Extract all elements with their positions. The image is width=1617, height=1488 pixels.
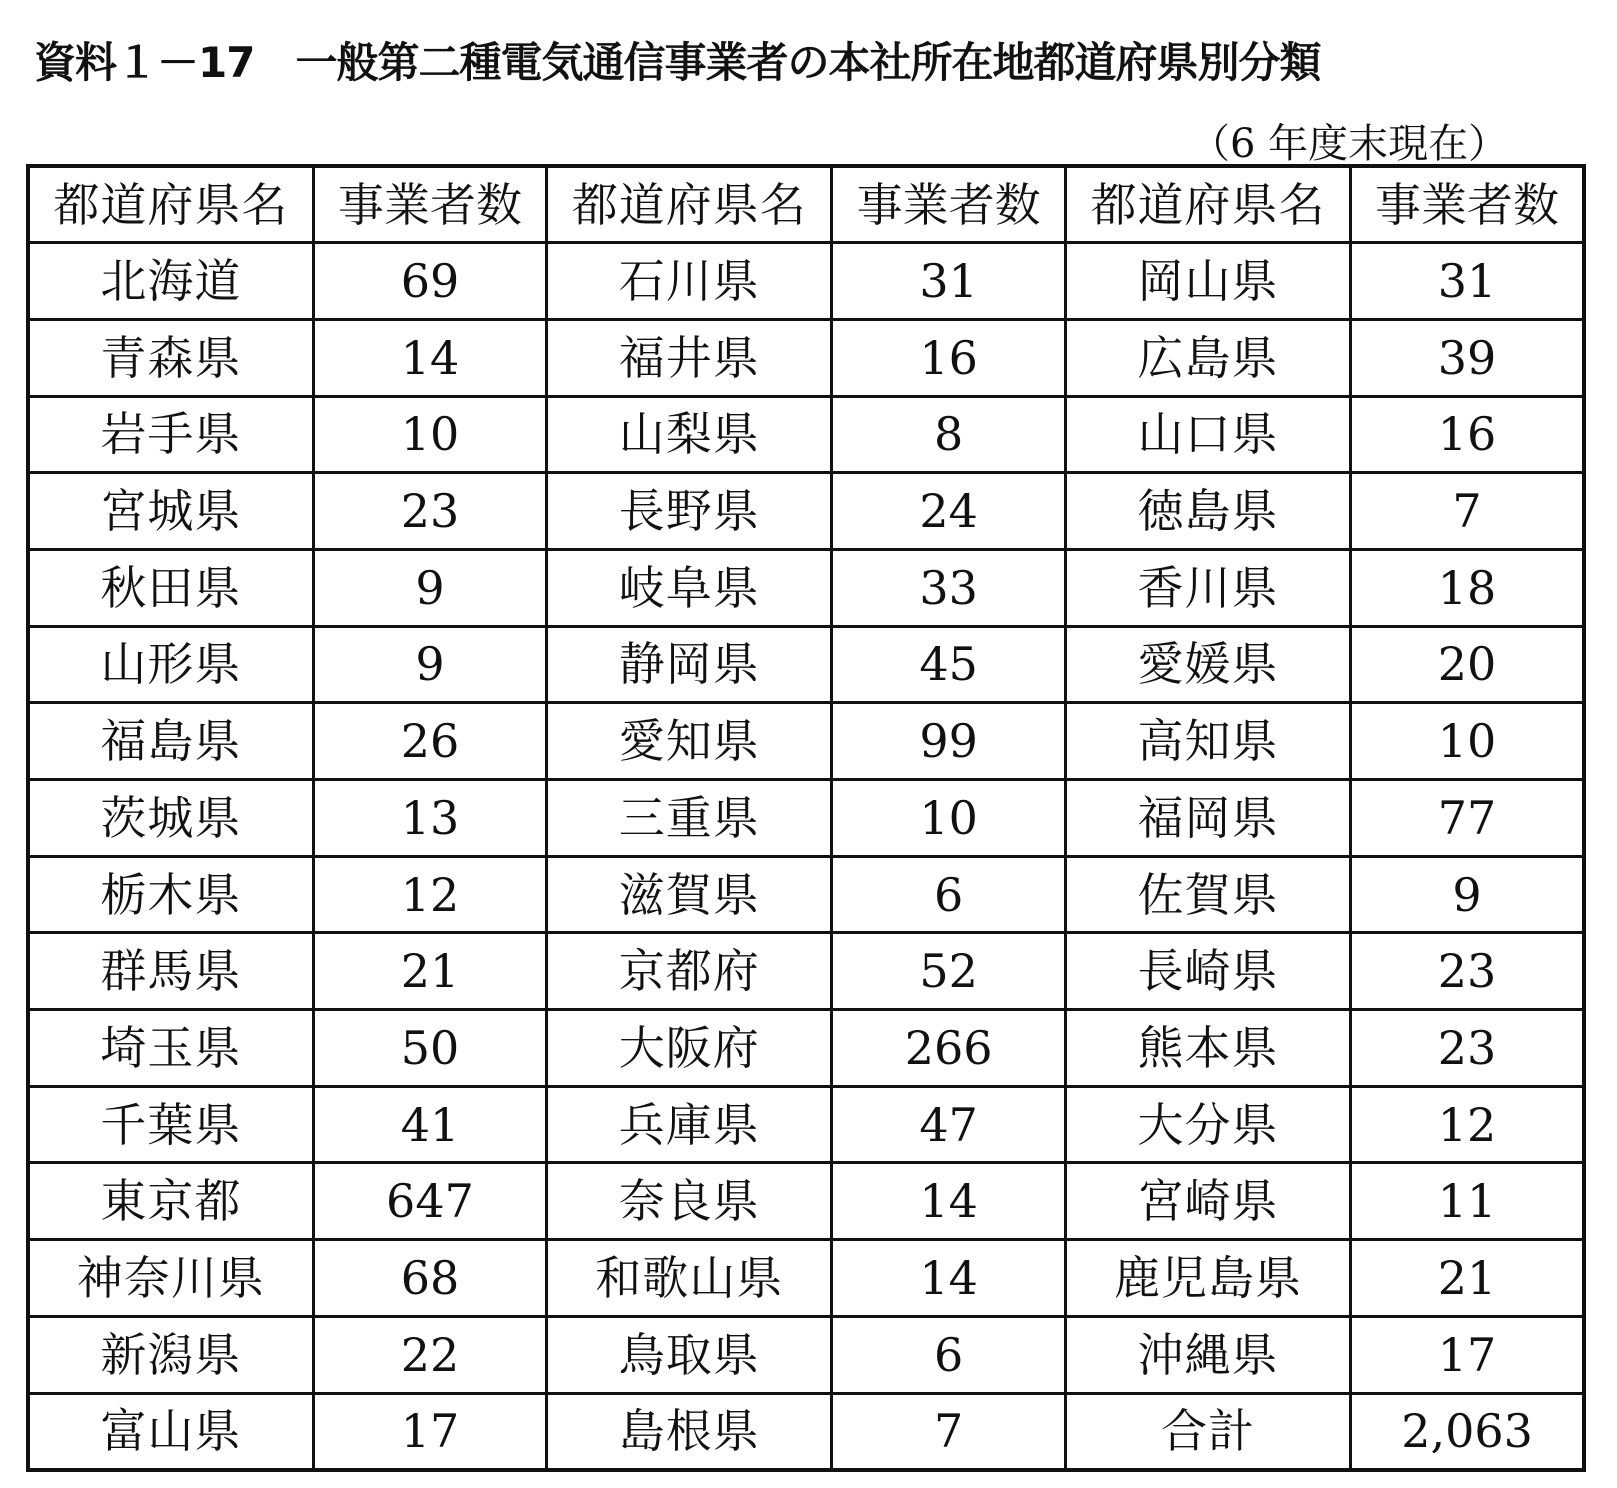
count-cell: 33 bbox=[832, 549, 1065, 626]
prefecture-cell: 新潟県 bbox=[28, 1316, 313, 1393]
prefecture-cell: 岡山県 bbox=[1065, 243, 1350, 320]
header-cell: 事業者数 bbox=[313, 166, 546, 243]
table-row bbox=[28, 1163, 1584, 1240]
prefecture-cell: 栃木県 bbox=[28, 856, 313, 933]
prefecture-cell: 福岡県 bbox=[1065, 780, 1350, 857]
count-cell: 11 bbox=[1351, 1163, 1584, 1240]
count-cell: 16 bbox=[832, 319, 1065, 396]
table-row bbox=[28, 243, 1584, 320]
prefecture-cell: 青森県 bbox=[28, 319, 313, 396]
count-cell: 14 bbox=[832, 1240, 1065, 1317]
prefecture-cell: 山梨県 bbox=[547, 396, 832, 473]
prefecture-cell: 宮崎県 bbox=[1065, 1163, 1350, 1240]
prefecture-cell: 群馬県 bbox=[28, 933, 313, 1010]
table-row bbox=[28, 703, 1584, 780]
prefecture-table bbox=[26, 164, 1586, 1472]
prefecture-cell: 富山県 bbox=[28, 1393, 313, 1470]
prefecture-cell: 石川県 bbox=[547, 243, 832, 320]
table-row bbox=[28, 473, 1584, 550]
count-cell: 69 bbox=[313, 243, 546, 320]
count-cell: 68 bbox=[313, 1240, 546, 1317]
count-cell: 16 bbox=[1351, 396, 1584, 473]
table-row bbox=[28, 1393, 1584, 1470]
header-cell: 事業者数 bbox=[1351, 166, 1584, 243]
count-cell: 9 bbox=[313, 549, 546, 626]
count-cell: 21 bbox=[313, 933, 546, 1010]
count-cell: 266 bbox=[832, 1010, 1065, 1087]
header-cell: 都道府県名 bbox=[1065, 166, 1350, 243]
prefecture-cell: 奈良県 bbox=[547, 1163, 832, 1240]
prefecture-cell: 静岡県 bbox=[547, 626, 832, 703]
prefecture-cell: 京都府 bbox=[547, 933, 832, 1010]
prefecture-cell: 兵庫県 bbox=[547, 1086, 832, 1163]
table-row bbox=[28, 396, 1584, 473]
count-cell: 23 bbox=[1351, 1010, 1584, 1087]
prefecture-cell: 愛知県 bbox=[547, 703, 832, 780]
prefecture-cell: 宮城県 bbox=[28, 473, 313, 550]
prefecture-cell: 高知県 bbox=[1065, 703, 1350, 780]
count-cell: 2,063 bbox=[1351, 1393, 1584, 1470]
count-cell: 41 bbox=[313, 1086, 546, 1163]
prefecture-cell: 三重県 bbox=[547, 780, 832, 857]
prefecture-cell: 徳島県 bbox=[1065, 473, 1350, 550]
count-cell: 14 bbox=[832, 1163, 1065, 1240]
table-body bbox=[28, 166, 1584, 1470]
prefecture-cell: 岩手県 bbox=[28, 396, 313, 473]
count-cell: 20 bbox=[1351, 626, 1584, 703]
prefecture-cell: 滋賀県 bbox=[547, 856, 832, 933]
prefecture-cell: 埼玉県 bbox=[28, 1010, 313, 1087]
table-row bbox=[28, 856, 1584, 933]
count-cell: 9 bbox=[313, 626, 546, 703]
prefecture-cell: 合計 bbox=[1065, 1393, 1350, 1470]
prefecture-cell: 東京都 bbox=[28, 1163, 313, 1240]
prefecture-cell: 茨城県 bbox=[28, 780, 313, 857]
count-cell: 77 bbox=[1351, 780, 1584, 857]
count-cell: 10 bbox=[1351, 703, 1584, 780]
prefecture-cell: 鳥取県 bbox=[547, 1316, 832, 1393]
count-cell: 18 bbox=[1351, 549, 1584, 626]
count-cell: 39 bbox=[1351, 319, 1584, 396]
count-cell: 14 bbox=[313, 319, 546, 396]
count-cell: 13 bbox=[313, 780, 546, 857]
table-row bbox=[28, 780, 1584, 857]
count-cell: 12 bbox=[313, 856, 546, 933]
prefecture-cell: 神奈川県 bbox=[28, 1240, 313, 1317]
header-cell: 事業者数 bbox=[832, 166, 1065, 243]
prefecture-cell: 北海道 bbox=[28, 243, 313, 320]
prefecture-cell: 福井県 bbox=[547, 319, 832, 396]
table-row bbox=[28, 1010, 1584, 1087]
count-cell: 6 bbox=[832, 856, 1065, 933]
count-cell: 10 bbox=[832, 780, 1065, 857]
count-cell: 23 bbox=[313, 473, 546, 550]
count-cell: 31 bbox=[832, 243, 1065, 320]
prefecture-cell: 千葉県 bbox=[28, 1086, 313, 1163]
count-cell: 47 bbox=[832, 1086, 1065, 1163]
count-cell: 12 bbox=[1351, 1086, 1584, 1163]
count-cell: 23 bbox=[1351, 933, 1584, 1010]
prefecture-cell: 島根県 bbox=[547, 1393, 832, 1470]
date-note: （6 年度末現在） bbox=[1190, 121, 1509, 167]
prefecture-cell: 福島県 bbox=[28, 703, 313, 780]
header-row bbox=[28, 166, 1584, 243]
count-cell: 17 bbox=[1351, 1316, 1584, 1393]
prefecture-cell: 秋田県 bbox=[28, 549, 313, 626]
prefecture-cell: 山口県 bbox=[1065, 396, 1350, 473]
prefecture-cell: 広島県 bbox=[1065, 319, 1350, 396]
count-cell: 45 bbox=[832, 626, 1065, 703]
prefecture-cell: 大分県 bbox=[1065, 1086, 1350, 1163]
count-cell: 17 bbox=[313, 1393, 546, 1470]
prefecture-cell: 和歌山県 bbox=[547, 1240, 832, 1317]
prefecture-cell: 沖縄県 bbox=[1065, 1316, 1350, 1393]
count-cell: 10 bbox=[313, 396, 546, 473]
count-cell: 8 bbox=[832, 396, 1065, 473]
count-cell: 50 bbox=[313, 1010, 546, 1087]
table-row bbox=[28, 549, 1584, 626]
count-cell: 31 bbox=[1351, 243, 1584, 320]
prefecture-cell: 愛媛県 bbox=[1065, 626, 1350, 703]
count-cell: 21 bbox=[1351, 1240, 1584, 1317]
prefecture-cell: 岐阜県 bbox=[547, 549, 832, 626]
table-row bbox=[28, 1316, 1584, 1393]
count-cell: 52 bbox=[832, 933, 1065, 1010]
table-row bbox=[28, 626, 1584, 703]
prefecture-cell: 鹿児島県 bbox=[1065, 1240, 1350, 1317]
count-cell: 9 bbox=[1351, 856, 1584, 933]
table-row bbox=[28, 319, 1584, 396]
table-row bbox=[28, 1086, 1584, 1163]
count-cell: 24 bbox=[832, 473, 1065, 550]
prefecture-cell: 長崎県 bbox=[1065, 933, 1350, 1010]
document-title: 資料１－17 一般第二種電気通信事業者の本社所在地都道府県別分類 bbox=[34, 38, 1321, 87]
prefecture-cell: 熊本県 bbox=[1065, 1010, 1350, 1087]
count-cell: 7 bbox=[832, 1393, 1065, 1470]
header-cell: 都道府県名 bbox=[547, 166, 832, 243]
prefecture-cell: 佐賀県 bbox=[1065, 856, 1350, 933]
prefecture-cell: 山形県 bbox=[28, 626, 313, 703]
count-cell: 26 bbox=[313, 703, 546, 780]
count-cell: 7 bbox=[1351, 473, 1584, 550]
prefecture-cell: 大阪府 bbox=[547, 1010, 832, 1087]
header-cell: 都道府県名 bbox=[28, 166, 313, 243]
table-row bbox=[28, 933, 1584, 1010]
prefecture-cell: 香川県 bbox=[1065, 549, 1350, 626]
count-cell: 647 bbox=[313, 1163, 546, 1240]
count-cell: 6 bbox=[832, 1316, 1065, 1393]
count-cell: 22 bbox=[313, 1316, 546, 1393]
count-cell: 99 bbox=[832, 703, 1065, 780]
prefecture-cell: 長野県 bbox=[547, 473, 832, 550]
table-row bbox=[28, 1240, 1584, 1317]
